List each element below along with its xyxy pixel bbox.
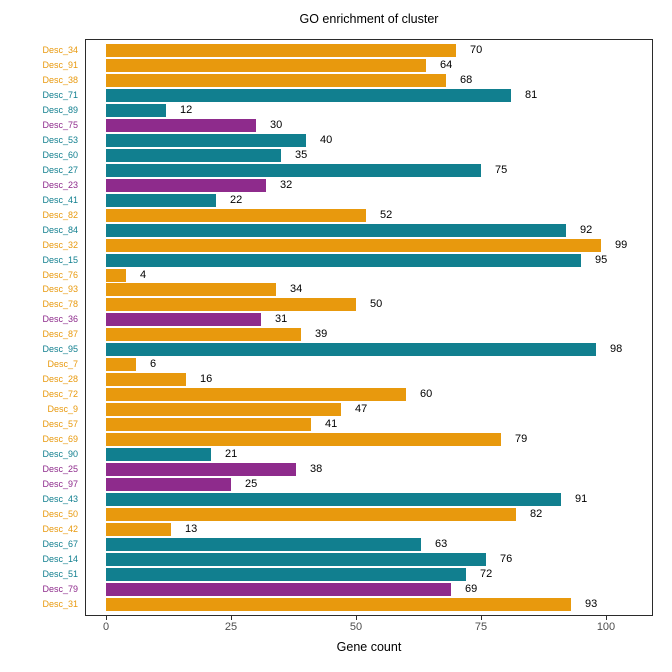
bar-row (0, 522, 653, 537)
bar-value-label: 35 (295, 148, 308, 161)
bar-value-label: 6 (150, 358, 157, 371)
bar-value-label: 21 (225, 448, 238, 461)
bar-row (0, 73, 653, 88)
y-axis-label: Desc_42 (42, 523, 78, 534)
bar (106, 373, 186, 386)
bar-row (0, 432, 653, 447)
bar-row (0, 462, 653, 477)
y-axis-label: Desc_32 (42, 239, 78, 250)
bar (106, 403, 341, 416)
bar (106, 508, 516, 521)
bar-value-label: 68 (460, 73, 473, 86)
bar-row (0, 477, 653, 492)
bar (106, 478, 231, 491)
bar-value-label: 76 (500, 552, 513, 565)
y-axis-label: Desc_9 (47, 404, 78, 415)
bar-value-label: 69 (465, 582, 478, 595)
bar-row (0, 402, 653, 417)
y-axis-label: Desc_69 (42, 434, 78, 445)
bar-row (0, 88, 653, 103)
bar-value-label: 92 (580, 223, 593, 236)
bar-row (0, 133, 653, 148)
y-axis-label: Desc_43 (42, 494, 78, 505)
x-axis-tick (106, 616, 107, 620)
y-axis-label: Desc_91 (42, 59, 78, 70)
bar (106, 523, 171, 536)
bar-value-label: 34 (290, 283, 303, 296)
bar-value-label: 99 (615, 238, 628, 251)
y-axis-label: Desc_51 (42, 568, 78, 579)
bar-value-label: 91 (575, 493, 588, 506)
bar (106, 254, 581, 267)
bar-row (0, 507, 653, 522)
y-axis-label: Desc_25 (42, 464, 78, 475)
bar-row (0, 357, 653, 372)
bar (106, 283, 276, 296)
bar-row (0, 417, 653, 432)
y-axis-label: Desc_84 (42, 224, 78, 235)
x-axis-tick-label: 75 (474, 621, 488, 633)
bar (106, 239, 601, 252)
bar-row (0, 552, 653, 567)
bar (106, 493, 561, 506)
y-axis-label: Desc_93 (42, 284, 78, 295)
bar-row (0, 58, 653, 73)
bar-value-label: 13 (185, 522, 198, 535)
bar-row (0, 447, 653, 462)
bar (106, 568, 466, 581)
bar-value-label: 38 (310, 463, 323, 476)
y-axis-label: Desc_34 (42, 44, 78, 55)
bar-value-label: 12 (180, 103, 193, 116)
y-axis-label: Desc_79 (42, 583, 78, 594)
bar (106, 149, 281, 162)
bar (106, 433, 501, 446)
bar (106, 119, 256, 132)
y-axis-label: Desc_41 (42, 194, 78, 205)
bar-value-label: 72 (480, 567, 493, 580)
bar-row (0, 327, 653, 342)
y-axis-label: Desc_75 (42, 119, 78, 130)
bar-value-label: 95 (595, 253, 608, 266)
y-axis-label: Desc_78 (42, 299, 78, 310)
bar-row (0, 372, 653, 387)
bar-row (0, 193, 653, 208)
bar-row (0, 103, 653, 118)
bar (106, 179, 266, 192)
bar (106, 59, 426, 72)
bar-value-label: 60 (420, 388, 433, 401)
bar-value-label: 82 (530, 508, 543, 521)
bar-row (0, 492, 653, 507)
bar (106, 104, 166, 117)
x-axis-tick (231, 616, 232, 620)
bar (106, 328, 301, 341)
bar-row (0, 597, 653, 612)
bar-value-label: 30 (270, 118, 283, 131)
bar-value-label: 70 (470, 43, 483, 56)
bar-value-label: 98 (610, 343, 623, 356)
y-axis-label: Desc_95 (42, 344, 78, 355)
bar (106, 358, 136, 371)
y-axis-label: Desc_50 (42, 509, 78, 520)
bar-value-label: 64 (440, 58, 453, 71)
y-axis-label: Desc_14 (42, 553, 78, 564)
bar-value-label: 75 (495, 163, 508, 176)
y-axis-label: Desc_23 (42, 179, 78, 190)
bar-value-label: 25 (245, 478, 258, 491)
bar (106, 388, 406, 401)
y-axis-label: Desc_60 (42, 149, 78, 160)
bar (106, 418, 311, 431)
y-axis-label: Desc_53 (42, 134, 78, 145)
bar-value-label: 81 (525, 88, 538, 101)
bar-row (0, 178, 653, 193)
bar-value-label: 22 (230, 193, 243, 206)
y-axis-label: Desc_82 (42, 209, 78, 220)
y-axis-label: Desc_67 (42, 538, 78, 549)
x-axis-tick-label: 100 (596, 621, 616, 633)
bar-row (0, 43, 653, 58)
bar-value-label: 47 (355, 403, 368, 416)
bar (106, 343, 596, 356)
bar (106, 74, 446, 87)
bar (106, 598, 571, 611)
y-axis-label: Desc_87 (42, 329, 78, 340)
bar-value-label: 41 (325, 418, 338, 431)
bar-value-label: 4 (140, 268, 147, 281)
bar-row (0, 208, 653, 223)
x-axis-tick-label: 0 (102, 621, 110, 633)
y-axis-label: Desc_89 (42, 104, 78, 115)
bar (106, 44, 456, 57)
y-axis-label: Desc_27 (42, 164, 78, 175)
bar-value-label: 32 (280, 178, 293, 191)
bar (106, 538, 421, 551)
bar-row (0, 297, 653, 312)
chart-title: GO enrichment of cluster (299, 12, 439, 26)
y-axis-label: Desc_97 (42, 479, 78, 490)
bar-row (0, 567, 653, 582)
bar-value-label: 40 (320, 133, 333, 146)
bar (106, 194, 216, 207)
bar (106, 448, 211, 461)
bar-row (0, 163, 653, 178)
bar (106, 89, 511, 102)
y-axis-label: Desc_72 (42, 389, 78, 400)
bar (106, 553, 486, 566)
bar (106, 164, 481, 177)
bar-value-label: 52 (380, 208, 393, 221)
bar-value-label: 16 (200, 373, 213, 386)
bar-row (0, 342, 653, 357)
y-axis-label: Desc_15 (42, 254, 78, 265)
bar-value-label: 50 (370, 298, 383, 311)
x-axis-tick-label: 25 (224, 621, 238, 633)
y-axis-label: Desc_38 (42, 74, 78, 85)
y-axis-label: Desc_71 (42, 89, 78, 100)
bar (106, 134, 306, 147)
bar (106, 209, 366, 222)
bar-value-label: 79 (515, 433, 528, 446)
y-axis-label: Desc_76 (42, 269, 78, 280)
bar-row (0, 238, 653, 253)
bar-row (0, 582, 653, 597)
y-axis-label: Desc_90 (42, 449, 78, 460)
x-axis-tick (606, 616, 607, 620)
bar-value-label: 93 (585, 597, 598, 610)
bar-value-label: 39 (315, 328, 328, 341)
y-axis-label: Desc_7 (47, 359, 78, 370)
bar (106, 313, 261, 326)
x-axis-title: Gene count (336, 640, 402, 654)
x-axis-tick-label: 50 (349, 621, 363, 633)
bar-value-label: 63 (435, 537, 448, 550)
bar-row (0, 312, 653, 327)
bar (106, 269, 126, 282)
y-axis-label: Desc_28 (42, 374, 78, 385)
bar-row (0, 268, 653, 283)
bar-row (0, 387, 653, 402)
bar-row (0, 148, 653, 163)
x-axis-tick (481, 616, 482, 620)
bar (106, 224, 566, 237)
bar (106, 463, 296, 476)
bar (106, 583, 451, 596)
bar-row (0, 223, 653, 238)
y-axis-label: Desc_36 (42, 314, 78, 325)
x-axis-tick (356, 616, 357, 620)
bars-area (0, 39, 653, 616)
bar (106, 298, 356, 311)
bar-row (0, 253, 653, 268)
bar-value-label: 31 (275, 313, 288, 326)
y-axis-label: Desc_57 (42, 419, 78, 430)
bar-row (0, 537, 653, 552)
bar-row (0, 118, 653, 133)
bar-row (0, 283, 653, 298)
y-axis-label: Desc_31 (42, 598, 78, 609)
